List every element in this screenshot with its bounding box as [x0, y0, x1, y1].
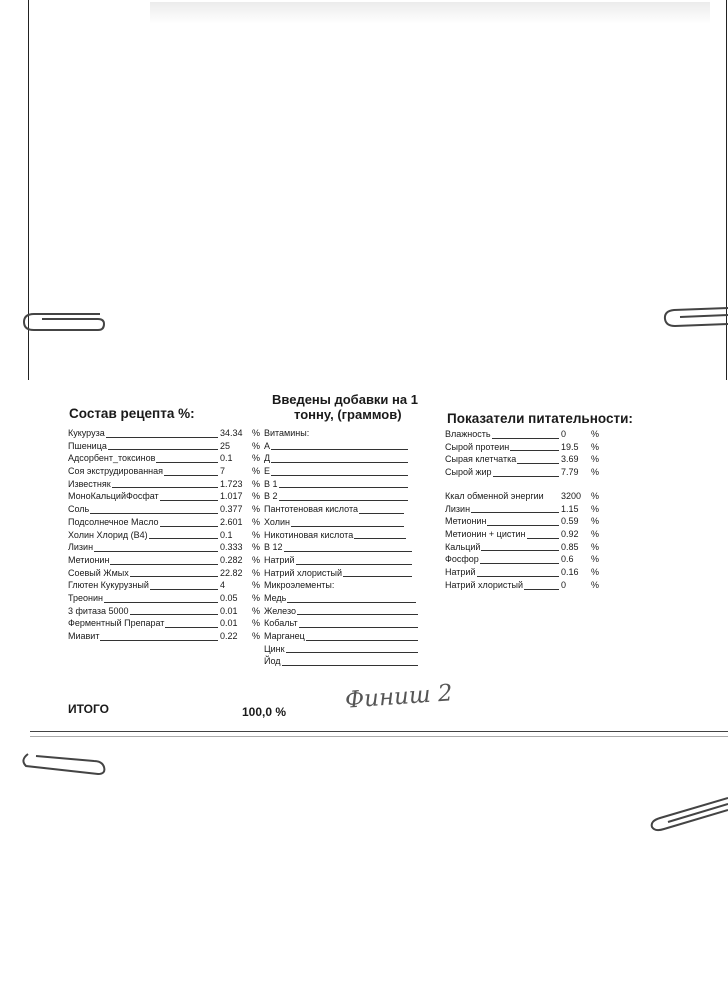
- scan-shadow: [150, 2, 710, 24]
- additive-name: Кобальт: [264, 618, 298, 629]
- total-label: ИТОГО: [68, 702, 109, 716]
- recipe-item-name: Глютен Кукурузный: [68, 580, 149, 591]
- paperclip-icon-right-bottom: [644, 790, 728, 834]
- nutrition-value: 1.15: [560, 503, 579, 514]
- recipe-item-unit: %: [251, 466, 260, 477]
- additive-name: В 2: [264, 491, 278, 502]
- recipe-item-value: 22.82: [219, 567, 243, 578]
- recipe-item-name: Известняк: [68, 478, 111, 489]
- recipe-item-name: Кукуруза: [68, 428, 105, 438]
- nutrition-name: Влажность: [445, 429, 491, 439]
- additive-row: [264, 541, 414, 554]
- recipe-item-value: 0.1: [219, 529, 233, 540]
- nutrition-value: 0.16: [560, 567, 579, 578]
- additive-row: [264, 478, 414, 491]
- nutrition-name: Натрий хлористый: [445, 579, 523, 590]
- nutrition-row: [445, 541, 599, 554]
- nutrition-value: 0: [560, 429, 566, 439]
- recipe-item-name: Соль: [68, 504, 90, 515]
- nutrition-name: Фосфор: [445, 554, 479, 565]
- recipe-row: [68, 516, 260, 529]
- recipe-item-value: 0.05: [219, 592, 238, 603]
- additive-name: Йод: [264, 656, 281, 667]
- recipe-row: [68, 592, 260, 605]
- additive-row: [264, 465, 414, 478]
- additives-heading-line1: Введены добавки на 1: [272, 392, 418, 407]
- recipe-item-value: 34.34: [219, 428, 243, 438]
- recipe-item-unit: %: [251, 516, 260, 527]
- recipe-item-unit: %: [251, 504, 260, 515]
- sheet-bottom-edge: [30, 731, 728, 732]
- recipe-row: [68, 503, 260, 516]
- nutrition-name: Метионин: [445, 516, 487, 527]
- recipe-row: [68, 554, 260, 567]
- additive-row: [264, 452, 414, 465]
- nutrition-unit: %: [590, 516, 599, 527]
- recipe-row: [68, 630, 260, 643]
- nutrition-unit: %: [590, 503, 599, 514]
- recipe-item-name: МоноКальцийФосфат: [68, 491, 159, 502]
- nutrition-value: 0.85: [560, 541, 579, 552]
- additive-name: Железо: [264, 605, 296, 616]
- recipe-item-value: 0.1: [219, 453, 233, 464]
- nutrition-name: Лизин: [445, 503, 471, 514]
- additive-row: [264, 440, 414, 453]
- recipe-row: [68, 427, 260, 440]
- recipe-item-value: 2.601: [219, 516, 243, 527]
- nutrition-row: [445, 490, 599, 503]
- additive-name: Медь: [264, 592, 287, 603]
- paperclip-icon-left-top: [18, 306, 108, 336]
- additive-row: [264, 643, 414, 656]
- recipe-item-name: Соевый Жмых: [68, 567, 129, 578]
- additive-name: Пантотеновая кислота: [264, 504, 358, 515]
- recipe-item-value: 0.282: [219, 554, 243, 565]
- additive-name: Никотиновая кислота: [264, 529, 354, 540]
- nutrition-name: Метионин + цистин: [445, 529, 526, 540]
- recipe-item-unit: %: [251, 478, 260, 489]
- recipe-item-name: Пшеница: [68, 440, 107, 451]
- recipe-item-value: 7: [219, 466, 225, 477]
- nutrition-unit: %: [590, 567, 599, 578]
- nutrition-unit: %: [590, 529, 599, 540]
- recipe-heading: Состав рецепта %:: [69, 406, 195, 421]
- recipe-item-name: 3 фитаза 5000: [68, 605, 129, 616]
- recipe-item-unit: %: [251, 580, 260, 591]
- recipe-item-name: Миавит: [68, 631, 100, 641]
- recipe-row: [68, 490, 260, 503]
- nutrition-value: 0.6: [560, 554, 574, 565]
- nutrition-name: Ккал обменной энергии: [445, 491, 544, 501]
- recipe-item-unit: %: [251, 529, 260, 540]
- nutrition-unit: %: [590, 554, 599, 565]
- nutrition-name: Натрий: [445, 567, 476, 578]
- recipe-row: [68, 567, 260, 580]
- nutrition-list-2: [445, 490, 599, 592]
- nutrition-unit: %: [590, 467, 599, 478]
- recipe-item-name: Холин Хлорид (В4): [68, 529, 148, 540]
- additive-row: [264, 605, 414, 618]
- nutrition-name: Сырая клетчатка: [445, 454, 517, 465]
- nutrition-value: 3.69: [560, 454, 579, 465]
- additive-row: [264, 490, 414, 503]
- additive-name: Цинк: [264, 643, 285, 654]
- nutrition-value: 3200: [560, 491, 582, 501]
- nutrition-list-1: [445, 428, 599, 479]
- total-value: 100,0 %: [242, 705, 287, 719]
- recipe-item-value: 1.723: [219, 478, 243, 489]
- additive-row: [264, 655, 414, 668]
- additive-row: [264, 529, 414, 542]
- recipe-item-name: Метионин: [68, 554, 110, 565]
- nutrition-unit: %: [590, 541, 599, 552]
- recipe-item-name: Соя экструдированная: [68, 466, 164, 477]
- additives-heading-line2: тонну, (граммов): [294, 407, 402, 422]
- recipe-item-value: 4: [219, 580, 225, 591]
- recipe-row: [68, 541, 260, 554]
- additives-list: [264, 427, 414, 668]
- nutrition-unit: %: [590, 441, 599, 452]
- recipe-item-unit: %: [251, 605, 260, 616]
- nutrition-row: [445, 579, 599, 592]
- additive-name: В 1: [264, 478, 278, 489]
- recipe-row: [68, 465, 260, 478]
- recipe-item-name: Подсолнечное Масло: [68, 516, 159, 527]
- nutrition-name: Сырой протеин: [445, 441, 510, 452]
- nutrition-name: Сырой жир: [445, 467, 492, 478]
- nutrition-value: 0.92: [560, 529, 579, 540]
- recipe-item-value: 0.01: [219, 605, 238, 616]
- recipe-row: [68, 452, 260, 465]
- nutrition-row: [445, 466, 599, 479]
- nutrition-row: [445, 566, 599, 579]
- nutrition-unit: %: [590, 491, 599, 501]
- recipe-item-name: Треонин: [68, 592, 103, 603]
- sheet-bottom-edge-2: [30, 736, 728, 737]
- recipe-item-unit: %: [251, 428, 260, 438]
- recipe-item-name: Ферментный Препарат: [68, 618, 165, 629]
- additive-row: [264, 592, 414, 605]
- recipe-item-unit: %: [251, 618, 260, 629]
- recipe-row: [68, 529, 260, 542]
- nutrition-row: [445, 428, 599, 441]
- recipe-list: [68, 427, 260, 643]
- recipe-item-unit: %: [251, 440, 260, 451]
- nutrition-row: [445, 515, 599, 528]
- recipe-item-value: 0.377: [219, 504, 243, 515]
- nutrition-row: [445, 453, 599, 466]
- additive-row: [264, 554, 414, 567]
- recipe-item-unit: %: [251, 567, 260, 578]
- nutrition-value: 0.59: [560, 516, 579, 527]
- recipe-item-unit: %: [251, 592, 260, 603]
- nutrition-value: 0: [560, 579, 566, 590]
- recipe-item-unit: %: [251, 554, 260, 565]
- additive-name: В 12: [264, 542, 283, 553]
- nutrition-row: [445, 553, 599, 566]
- recipe-item-value: 0.333: [219, 542, 243, 553]
- recipe-row: [68, 605, 260, 618]
- paperclip-icon-right-top: [660, 302, 728, 332]
- handwritten-signature: Финиш 2: [344, 680, 454, 714]
- nutrition-row: [445, 503, 599, 516]
- nutrition-value: 19.5: [560, 441, 579, 452]
- nutrition-name: Кальций: [445, 541, 481, 552]
- recipe-item-unit: %: [251, 453, 260, 464]
- additive-row: [264, 427, 414, 440]
- additive-name: Д: [264, 453, 271, 464]
- additive-name: Микроэлементы:: [264, 580, 335, 591]
- recipe-item-value: 25: [219, 440, 230, 451]
- recipe-item-unit: %: [251, 542, 260, 553]
- additive-name: Марганец: [264, 631, 305, 641]
- nutrition-heading: Показатели питательности:: [447, 411, 633, 426]
- recipe-item-value: 0.22: [219, 631, 238, 641]
- nutrition-value: 7.79: [560, 467, 579, 478]
- recipe-item-value: 1.017: [219, 491, 243, 502]
- paperclip-icon-left-bottom: [18, 748, 108, 782]
- nutrition-row: [445, 441, 599, 454]
- recipe-item-unit: %: [251, 491, 260, 502]
- recipe-item-unit: %: [251, 631, 260, 641]
- additive-row: [264, 630, 414, 643]
- additive-name: Е: [264, 466, 271, 477]
- nutrition-row: [445, 528, 599, 541]
- recipe-row: [68, 478, 260, 491]
- additive-row: [264, 503, 414, 516]
- recipe-row: [68, 579, 260, 592]
- recipe-row: [68, 617, 260, 630]
- recipe-row: [68, 440, 260, 453]
- additive-row: [264, 567, 414, 580]
- additive-row: [264, 516, 414, 529]
- additive-row: [264, 617, 414, 630]
- additive-name: Витамины:: [264, 428, 310, 438]
- recipe-item-name: Лизин: [68, 542, 94, 553]
- nutrition-unit: %: [590, 579, 599, 590]
- nutrition-unit: %: [590, 429, 599, 439]
- recipe-item-value: 0.01: [219, 618, 238, 629]
- additive-name: А: [264, 440, 271, 451]
- additive-row: [264, 579, 414, 592]
- additive-name: Натрий хлористый: [264, 567, 342, 578]
- additive-name: Натрий: [264, 554, 295, 565]
- additive-name: Холин: [264, 516, 290, 527]
- recipe-item-name: Адсорбент_токсинов: [68, 453, 156, 464]
- nutrition-unit: %: [590, 454, 599, 465]
